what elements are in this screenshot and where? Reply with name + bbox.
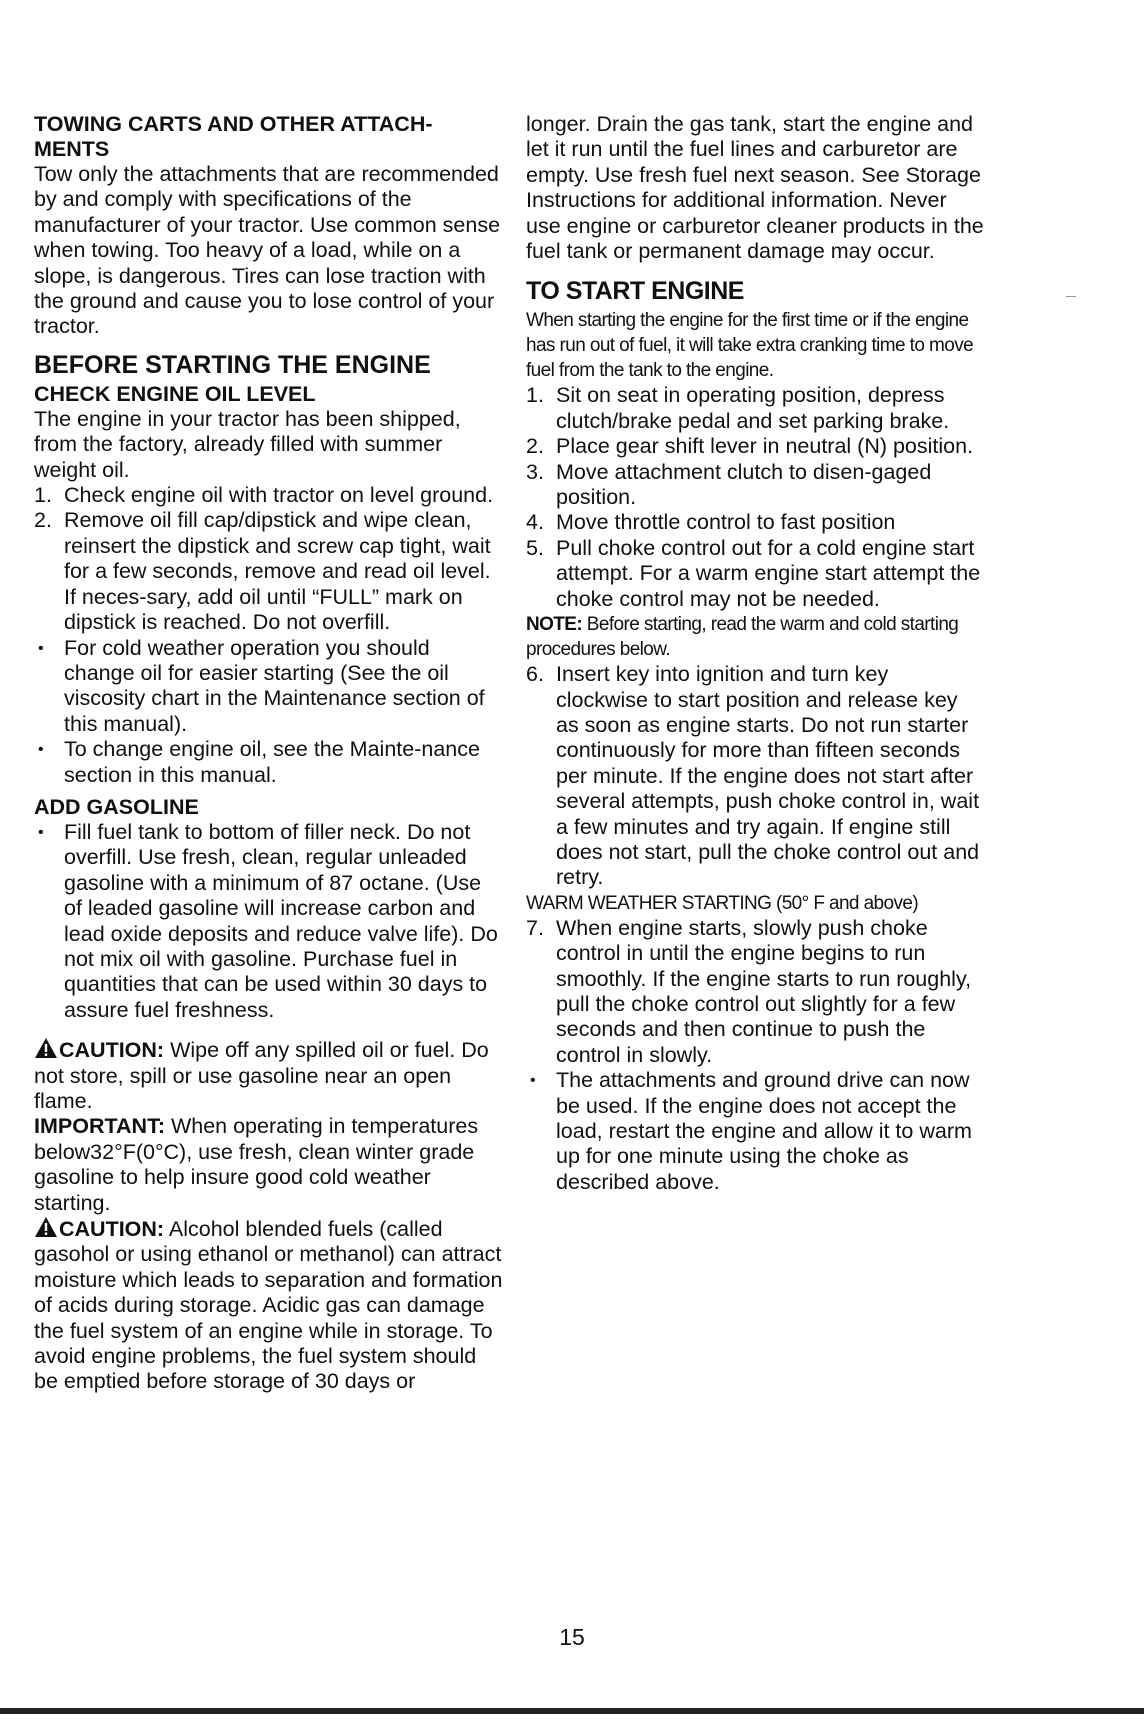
before-starting-heading: BEFORE STARTING THE ENGINE [34, 350, 431, 379]
towing-heading: TOWING CARTS AND OTHER ATTACH-MENTS [34, 112, 433, 161]
caution-alcohol-paragraph [34, 1216, 504, 1395]
note-label: NOTE: [526, 614, 583, 636]
warm-weather-heading: WARM WEATHER STARTING (50° F and above) [526, 892, 919, 914]
check-oil-text: The engine in your tractor has been shipped, from the factory, already filled with summer weight oil. [34, 406, 461, 482]
note-text: Before starting, read the warm and cold starting procedures below. [526, 614, 959, 661]
list-item-text: Move attachment clutch to disen-gaged position. [556, 459, 932, 510]
final-bullets-list [526, 1068, 986, 1195]
oil-bullets-list [34, 636, 504, 788]
list-item [526, 383, 986, 434]
important-label: IMPORTANT: [34, 1114, 165, 1139]
caution-text: Alcohol blended fuels (called gasohol or using ethanol or methanol) can attract moisture which leads to separation and formation of acids during storage. Acidic gas can damage the fuel system of an engine while in storage. To avoid engine problems, the fuel system should be emptied before storage of 30 days or [34, 1217, 503, 1394]
important-text: When operating in temperatures below32°F(0°C), use fresh, clean winter grade gasoline to help insure good cold weather starting. [34, 1114, 479, 1215]
list-item-text: Fill fuel tank to bottom of filler neck. Do not overfill. Use fresh, clean, regular unleaded gasoline with a minimum of 87 octane. (Use of leaded gasoline will increase carbon and lead oxide deposits and reduce valve life). Do not mix oil with gasoline. Purchase fuel in quantities that can be used within 30 days to assure fuel freshness. [64, 819, 498, 1022]
margin-tick-mark [1066, 296, 1076, 297]
important-paragraph [34, 1114, 504, 1216]
caution-spill-paragraph [34, 1037, 504, 1114]
list-item-text: For cold weather operation you should change oil for easier starting (See the oil viscosity chart in the Maintenance section of this manual). [64, 635, 485, 736]
list-item [34, 820, 504, 1023]
bullet-icon: • [38, 823, 44, 841]
continued-text: longer. Drain the gas tank, start the engine and let it run until the fuel lines and carburetor are empty. Use fresh fuel next season. See Storage Instructions for additional information. Never use engine or carburetor cleaner products in the fuel tank or permanent damage may occur. [526, 112, 984, 264]
start-steps-list-c [526, 916, 986, 1068]
oil-steps-list [34, 483, 504, 635]
caution-text: Wipe off any spilled oil or fuel. Do not store, spill or use gasoline near an open flame. [34, 1038, 489, 1113]
list-item [526, 460, 986, 511]
warning-triangle-icon [34, 1216, 58, 1238]
note-paragraph [526, 612, 986, 662]
list-item-text: Check engine oil with tractor on level ground. [64, 483, 494, 508]
add-gasoline-heading: ADD GASOLINE [34, 794, 199, 819]
list-item [34, 508, 504, 635]
list-marker: 2. [34, 508, 52, 533]
list-item [34, 483, 504, 508]
list-marker: 1. [526, 383, 544, 408]
list-item-text: Place gear shift lever in neutral (N) position. [556, 434, 974, 459]
list-marker: 3. [526, 459, 544, 484]
right-column [526, 112, 986, 1195]
list-marker: 2. [526, 434, 544, 459]
list-item-text: Sit on seat in operating position, depress clutch/brake pedal and set parking brake. [556, 383, 950, 433]
list-item-text: Insert key into ignition and turn key clockwise to start position and release key as soon as engine starts. Do not run starter continuously for more than fifteen seconds per minute. If the engine does not start after several attempts, push choke control in, wait a few minutes and try again. If engine still does not start, pull the choke control out and retry. [556, 662, 980, 890]
gas-bullets-list [34, 820, 504, 1023]
list-item-text: Pull choke control out for a cold engine start attempt. For a warm engine start attempt the choke control may not be needed. [556, 535, 981, 611]
start-steps-list-a [526, 383, 986, 612]
list-item [526, 1068, 986, 1195]
list-item [526, 916, 986, 1068]
list-item-text: Remove oil fill cap/dipstick and wipe clean, reinsert the dipstick and screw cap tight, wait for a few seconds, remove and read oil level. If neces-sary, add oil until “FULL” mark on dipstick is reached. Do not overfill. [64, 508, 491, 635]
bullet-icon: • [530, 1072, 536, 1090]
list-item-text: The attachments and ground drive can now be used. If the engine does not accept the load, restart the engine and allow it to warm up for one minute using the choke as described above. [556, 1068, 972, 1194]
list-item [34, 737, 504, 788]
list-marker: 6. [526, 662, 544, 687]
list-marker: 1. [34, 483, 52, 508]
start-steps-list-b [526, 662, 986, 891]
page-number: 15 [559, 1624, 585, 1650]
list-item [34, 636, 504, 738]
to-start-engine-heading: TO START ENGINE [526, 277, 744, 306]
list-item-text: Move throttle control to fast position [556, 510, 896, 535]
list-item [526, 662, 986, 891]
caution-label: CAUTION: [59, 1038, 165, 1063]
towing-text: Tow only the attachments that are recommended by and comply with specifications of the manufacturer of your tractor. Use common sense when towing. Too heavy of a load, while on a slope, is dangerous. Tires can lose traction with the ground and cause you to lose control of your tractor. [34, 162, 501, 339]
list-item [526, 536, 986, 612]
check-oil-heading: CHECK ENGINE OIL LEVEL [34, 381, 316, 406]
bottom-rule [0, 1708, 1144, 1714]
caution-label: CAUTION: [59, 1217, 165, 1242]
left-column [34, 112, 504, 1395]
list-item-text: When engine starts, slowly push choke control in until the engine begins to run smoothly. If the engine starts to run roughly, pull the choke control out slightly for a few seconds and then continue to push the control in slowly. [556, 915, 972, 1067]
list-marker: 5. [526, 535, 544, 560]
bullet-icon: • [38, 741, 44, 759]
list-marker: 7. [526, 915, 544, 940]
list-item [526, 434, 986, 459]
warning-triangle-icon [34, 1037, 58, 1059]
list-item-text: To change engine oil, see the Mainte-nance section in this manual. [64, 737, 480, 787]
start-intro-text: When starting the engine for the first time or if the engine has run out of fuel, it will take extra cranking time to move fuel from the tank to the engine. [526, 310, 974, 382]
list-marker: 4. [526, 510, 544, 535]
list-item [526, 510, 986, 535]
bullet-icon: • [38, 639, 44, 657]
